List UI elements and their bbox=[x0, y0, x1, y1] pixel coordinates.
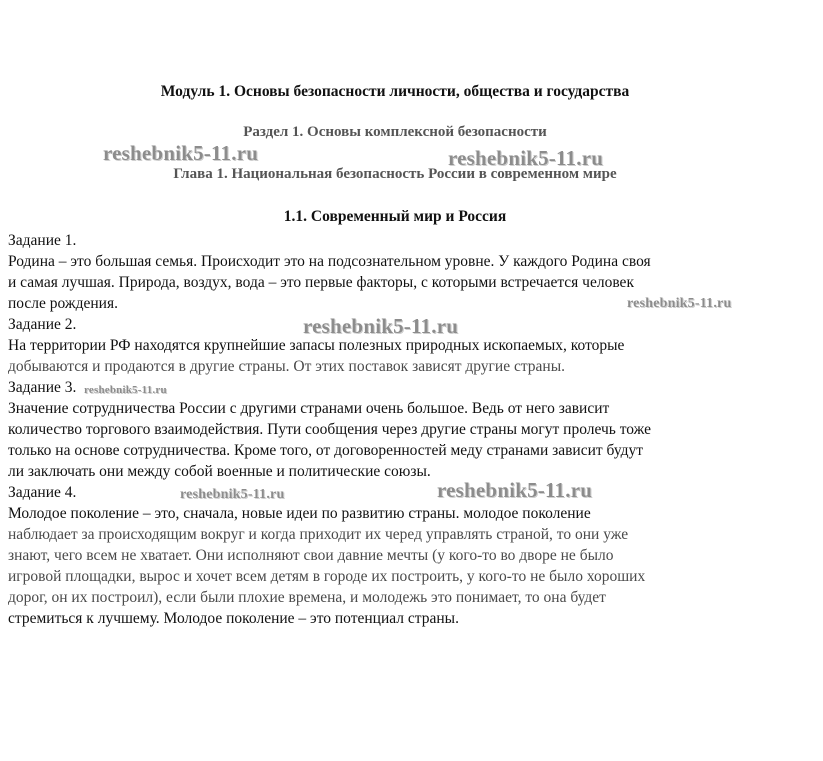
text-line: и самая лучшая. Природа, воздух, вода – это первые факторы, с которыми встречается человек bbox=[8, 274, 634, 291]
text-line: количество торгового взаимодействия. Пути сообщения через другие страны могут пролечь тоже bbox=[8, 421, 652, 438]
watermark: reshebnik5-11.ru bbox=[103, 141, 259, 165]
text-line: Родина – это большая семья. Происходит это на подсознательном уровне. У каждого Родина своя bbox=[8, 253, 651, 270]
chapter-title: Глава 1. Национальная безопасность России в современном мире bbox=[173, 166, 617, 182]
watermark: reshebnik5-11.ru bbox=[448, 146, 604, 170]
text-line: только на основе сотрудничества. Кроме того, от договоренностей меду странами зависит будут bbox=[8, 442, 644, 459]
text-line: ли заключать они между собой военные и политические союзы. bbox=[8, 463, 431, 480]
text-line: после рождения. bbox=[8, 295, 118, 312]
text-line: знают, чего всем не хватает. Они исполняют свои давние мечты (у кого-то во дворе не было bbox=[8, 547, 614, 564]
watermark: reshebnik5-11.ru bbox=[437, 478, 593, 502]
watermark: reshebnik5-11.ru bbox=[84, 384, 167, 396]
task-label: Задание 4. bbox=[8, 484, 77, 501]
section-title: Раздел 1. Основы комплексной безопасности bbox=[243, 124, 547, 140]
task-label: Задание 2. bbox=[8, 316, 77, 333]
text-line: На территории РФ находятся крупнейшие запасы полезных природных ископаемых, которые bbox=[8, 337, 625, 354]
task-label: Задание 1. bbox=[8, 232, 77, 249]
module-title: Модуль 1. Основы безопасности личности, общества и государства bbox=[160, 83, 630, 100]
task-4 bbox=[8, 482, 818, 629]
text-line: Молодое поколение – это, сначала, новые идеи по развитию страны. молодое поколение bbox=[8, 505, 591, 522]
text-line: дорог, он их построил), если были плохие времена, и молодежь это понимает, то она будет bbox=[8, 589, 606, 606]
watermark: reshebnik5-11.ru bbox=[180, 487, 285, 502]
text-line: наблюдает за происходящим вокруг и когда приходит их черед управлять страной, то они уже bbox=[8, 526, 629, 543]
watermark: reshebnik5-11.ru bbox=[303, 314, 459, 338]
subsection-title: 1.1. Современный мир и Россия bbox=[283, 208, 507, 225]
text-line: добываются и продаются в другие страны. От этих поставок зависят другие страны. bbox=[8, 358, 566, 375]
watermark: reshebnik5-11.ru bbox=[627, 296, 732, 311]
text-line: Значение сотрудничества России с другими странами очень большое. Ведь от него зависит bbox=[8, 400, 610, 417]
text-line: стремиться к лучшему. Молодое поколение – это потенциал страны. bbox=[8, 610, 459, 627]
task-label: Задание 3. bbox=[8, 379, 77, 396]
text-line: игровой площадки, вырос и хочет всем детям в городе их построить, у кого-то не было хороших bbox=[8, 568, 646, 585]
